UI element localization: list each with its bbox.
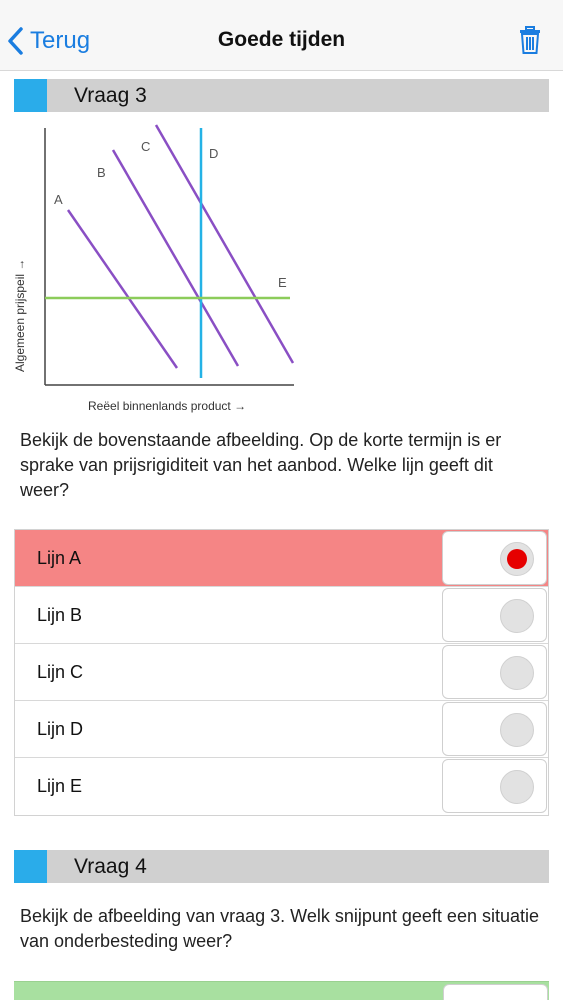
option-lijn-e[interactable] (15, 758, 548, 815)
navigation-bar (0, 0, 563, 71)
line-c (156, 125, 293, 363)
question-3-label: Vraag 3 (74, 84, 147, 107)
question-3-header (14, 79, 549, 112)
answer-options (14, 529, 549, 816)
line-label-e: E (278, 275, 287, 290)
radio-unselected-icon[interactable] (500, 656, 534, 690)
question-4-first-option[interactable] (14, 981, 549, 1000)
option-label: Lijn B (37, 605, 83, 625)
option-label: Lijn A (37, 548, 82, 568)
option-lijn-a[interactable] (15, 530, 548, 587)
radio-box[interactable] (442, 531, 547, 585)
option-lijn-c[interactable] (15, 644, 548, 701)
radio-box[interactable] (442, 588, 547, 642)
option-label: Lijn C (37, 662, 84, 682)
trash-icon[interactable] (519, 26, 541, 54)
option-label: Lijn D (37, 719, 84, 739)
line-label-a: A (54, 192, 63, 207)
question-accent (14, 850, 47, 883)
line-label-c: C (141, 139, 151, 154)
radio-box[interactable] (442, 702, 547, 756)
radio-box[interactable] (443, 984, 548, 1000)
radio-selected-icon[interactable] (500, 542, 534, 576)
question-accent (14, 79, 47, 112)
radio-unselected-icon[interactable] (500, 770, 534, 804)
line-label-d: D (209, 146, 219, 161)
y-axis-label: Algemeen prijspeil → (13, 258, 27, 372)
back-label: Terug (30, 27, 91, 54)
question-4-header (14, 850, 549, 883)
option-label: Lijn E (37, 776, 83, 796)
question-4-text: Bekijk de afbeelding van vraag 3. Welk snijpunt geeft een situatie van onderbesteding weer? (20, 906, 539, 951)
question-4-label: Vraag 4 (74, 855, 147, 878)
radio-box[interactable] (442, 759, 547, 813)
radio-box[interactable] (442, 645, 547, 699)
radio-unselected-icon[interactable] (500, 599, 534, 633)
economics-diagram (10, 120, 300, 420)
x-axis-label: Reëel binnenlands product → (88, 399, 247, 413)
radio-unselected-icon[interactable] (500, 713, 534, 747)
line-b (113, 150, 238, 366)
line-label-b: B (97, 165, 106, 180)
page-title: Goede tijden (217, 28, 346, 51)
option-lijn-b[interactable] (15, 587, 548, 644)
radio-dot (507, 549, 527, 569)
option-lijn-d[interactable] (15, 701, 548, 758)
question-3-text: Bekijk de bovenstaande afbeelding. Op de korte termijn is er sprake van prijsrigiditeit van het aanbod. Welke lijn geeft dit weer? (20, 430, 502, 500)
